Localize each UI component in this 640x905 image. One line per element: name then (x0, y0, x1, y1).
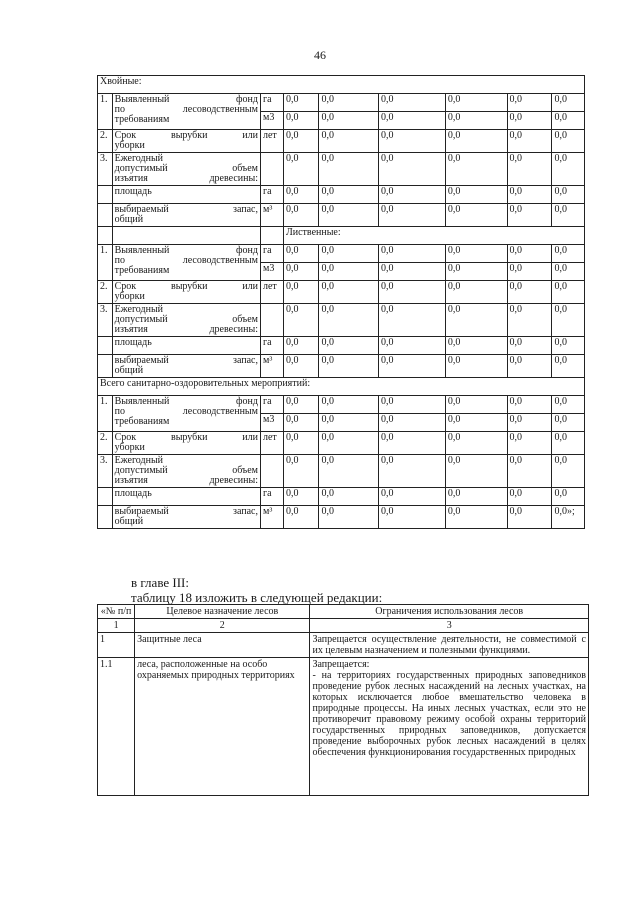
row-label (112, 94, 260, 130)
value-cell: 0,0 (445, 153, 507, 186)
row-label-line: Ежегодный (114, 153, 164, 164)
row-number: 1. (98, 94, 113, 130)
forest-purpose-table (97, 604, 589, 796)
value-cell: 0,0 (507, 281, 552, 304)
value-cell: 0,0 (319, 112, 379, 130)
value-cell: 0,0 (283, 455, 319, 488)
value-cell: 0,0 (319, 245, 379, 263)
row-label-line: по лесоводственным (114, 104, 258, 115)
row-label (112, 396, 260, 432)
value-cell: 0,0 (379, 506, 446, 529)
row-label: площадь (112, 186, 260, 204)
table-instruction-line: таблицу 18 изложить в следующей редакции: (131, 590, 383, 605)
value-cell: 0,0 (319, 337, 379, 355)
row-label: площадь (112, 488, 260, 506)
value-cell: 0,0 (507, 112, 552, 130)
table-row (98, 355, 585, 378)
section-header-row (98, 378, 585, 396)
value-cell: 0,0 (445, 112, 507, 130)
value-cell: 0,0 (507, 337, 552, 355)
row-label-line: требованиям (114, 265, 170, 276)
row-label-line: Выявленный фонд (114, 245, 258, 256)
value-cell: 0,0 (319, 130, 379, 153)
value-cell: 0,0 (445, 281, 507, 304)
empty-cell (98, 186, 113, 204)
value-cell: 0,0 (445, 432, 507, 455)
restriction-title: Запрещается: (312, 659, 370, 670)
row-label-line: общий (114, 214, 144, 225)
row-number: 3. (98, 153, 113, 186)
row-label-line: Срок вырубки или (114, 281, 258, 292)
value-cell: 0,0 (319, 263, 379, 281)
value-cell: 0,0 (283, 337, 319, 355)
value-cell: 0,0 (379, 414, 446, 432)
value-cell: 0,0 (379, 432, 446, 455)
row-label-line: по лесоводственным (114, 406, 258, 417)
row-label-line: уборки (114, 140, 145, 151)
unit-cell: м3 (260, 112, 283, 130)
value-cell: 0,0 (507, 130, 552, 153)
value-cell: 0,0 (319, 414, 379, 432)
value-cell: 0,0 (507, 488, 552, 506)
empty-cell (98, 506, 113, 529)
unit-cell: га (260, 337, 283, 355)
value-cell: 0,0 (283, 304, 319, 337)
row-label-line: по лесоводственным (114, 255, 258, 266)
unit-cell: га (260, 245, 283, 263)
row-label-line: уборки (114, 291, 145, 302)
value-cell: 0,0 (552, 488, 585, 506)
value-cell: 0,0 (445, 455, 507, 488)
section-header: Всего санитарно-оздоровительных мероприятий: (98, 378, 585, 396)
value-cell: 0,0 (445, 94, 507, 112)
empty-cell (98, 227, 113, 245)
row-label-line: уборки (114, 442, 145, 453)
row-label-line: изъятия древесины: (114, 324, 258, 335)
empty-cell (98, 337, 113, 355)
row-label (112, 153, 260, 186)
row-restriction-cell (310, 658, 589, 796)
unit-cell: га (260, 94, 283, 112)
value-cell: 0,0 (445, 488, 507, 506)
table-row (98, 130, 585, 153)
row-label-line: допустимый объем (114, 163, 258, 174)
header-number: «№ п/п (98, 605, 135, 619)
value-cell: 0,0»; (552, 506, 585, 529)
table-row (98, 633, 589, 658)
page-number: 46 (314, 48, 326, 62)
value-cell: 0,0 (552, 281, 585, 304)
value-cell: 0,0 (552, 153, 585, 186)
value-cell: 0,0 (283, 488, 319, 506)
row-number: 2. (98, 281, 113, 304)
value-cell: 0,0 (445, 186, 507, 204)
value-cell: 0,0 (507, 414, 552, 432)
table-row (98, 396, 585, 414)
value-cell: 0,0 (319, 304, 379, 337)
unit-cell: га (260, 186, 283, 204)
value-cell: 0,0 (379, 396, 446, 414)
table-row (98, 455, 585, 488)
value-cell: 0,0 (283, 355, 319, 378)
table-row (98, 153, 585, 186)
value-cell: 0,0 (283, 112, 319, 130)
value-cell: 0,0 (552, 204, 585, 227)
value-cell: 0,0 (379, 153, 446, 186)
row-restriction: Запрещается осуществление деятельности, не совместимой с их целевым назначением и полезными функциями. (310, 633, 589, 658)
unit-cell: м3 (260, 414, 283, 432)
row-number: 1. (98, 396, 113, 432)
value-cell: 0,0 (507, 94, 552, 112)
value-cell: 0,0 (552, 130, 585, 153)
row-label (112, 432, 260, 455)
value-cell: 0,0 (319, 186, 379, 204)
value-cell: 0,0 (283, 186, 319, 204)
table-row (98, 432, 585, 455)
row-number: 1. (98, 245, 113, 281)
empty-cell (98, 204, 113, 227)
value-cell: 0,0 (283, 263, 319, 281)
value-cell: 0,0 (552, 337, 585, 355)
value-cell: 0,0 (283, 94, 319, 112)
value-cell: 0,0 (507, 204, 552, 227)
table-row (98, 337, 585, 355)
value-cell: 0,0 (552, 112, 585, 130)
value-cell: 0,0 (552, 186, 585, 204)
value-cell: 0,0 (552, 94, 585, 112)
row-label (112, 204, 260, 227)
value-cell: 0,0 (379, 455, 446, 488)
unit-cell: м³ (260, 204, 283, 227)
value-cell: 0,0 (283, 281, 319, 304)
row-label-line: выбираемый запас, (114, 506, 258, 517)
value-cell: 0,0 (379, 337, 446, 355)
value-cell: 0,0 (507, 153, 552, 186)
value-cell: 0,0 (379, 281, 446, 304)
chapter-line: в главе III: (131, 575, 189, 590)
value-cell: 0,0 (507, 263, 552, 281)
unit-cell: лет (260, 432, 283, 455)
value-cell: 0,0 (552, 455, 585, 488)
value-cell: 0,0 (379, 204, 446, 227)
value-cell: 0,0 (283, 506, 319, 529)
value-cell: 0,0 (319, 355, 379, 378)
row-label-line: Ежегодный (114, 455, 164, 466)
table-row (98, 281, 585, 304)
row-label-line: требованиям (114, 114, 170, 125)
table-row (98, 488, 585, 506)
value-cell: 0,0 (379, 304, 446, 337)
row-label-line: выбираемый запас, (114, 204, 258, 215)
unit-cell: лет (260, 281, 283, 304)
row-label-line: общий (114, 365, 144, 376)
unit-cell: га (260, 396, 283, 414)
unit-cell: м3 (260, 263, 283, 281)
row-label-line: Срок вырубки или (114, 432, 258, 443)
value-cell: 0,0 (445, 337, 507, 355)
restriction-text: - на территориях государственных природных заповедников проведение рубок лесных насаждений на лесных участках, на которых исключается любое вмешательство человека в природные процессы. На иных лесных участках, если это не противоречит правовому режиму особой охраны территорий государственных природных заповедников, допускается проведение выборочных рубок лесных насаждений в целях обеспечения функционирования государственных природных (312, 670, 586, 758)
unit-cell: м³ (260, 506, 283, 529)
row-label-line: Срок вырубки или (114, 130, 258, 141)
row-purpose: леса, расположенные на особо охраняемых природных территориях (135, 658, 310, 796)
value-cell: 0,0 (319, 455, 379, 488)
value-cell: 0,0 (507, 432, 552, 455)
value-cell: 0,0 (445, 130, 507, 153)
row-label-line: изъятия древесины: (114, 173, 258, 184)
row-label (112, 455, 260, 488)
value-cell: 0,0 (379, 186, 446, 204)
table-row (98, 304, 585, 337)
table-row (98, 245, 585, 263)
value-cell: 0,0 (283, 153, 319, 186)
value-cell: 0,0 (319, 204, 379, 227)
row-label (112, 245, 260, 281)
value-cell: 0,0 (507, 245, 552, 263)
colnum-1: 1 (98, 619, 135, 633)
row-label-line: Выявленный фонд (114, 396, 258, 407)
value-cell: 0,0 (283, 432, 319, 455)
row-number: 2. (98, 130, 113, 153)
section-header: Хвойные: (98, 76, 585, 94)
row-label: площадь (112, 337, 260, 355)
row-label-line: допустимый объем (114, 314, 258, 325)
section-header-row (98, 227, 585, 245)
unit-cell: м³ (260, 355, 283, 378)
colnum-2: 2 (135, 619, 310, 633)
table-row (98, 94, 585, 112)
colnum-3: 3 (310, 619, 589, 633)
value-cell: 0,0 (445, 396, 507, 414)
value-cell: 0,0 (319, 396, 379, 414)
row-label-line: выбираемый запас, (114, 355, 258, 366)
section-header: Лиственные: (283, 227, 584, 245)
value-cell: 0,0 (507, 355, 552, 378)
value-cell: 0,0 (552, 245, 585, 263)
row-label-line: Ежегодный (114, 304, 164, 315)
value-cell: 0,0 (379, 355, 446, 378)
row-label-line: изъятия древесины: (114, 475, 258, 486)
value-cell: 0,0 (445, 245, 507, 263)
value-cell: 0,0 (507, 396, 552, 414)
value-cell: 0,0 (507, 455, 552, 488)
value-cell: 0,0 (445, 304, 507, 337)
value-cell: 0,0 (319, 281, 379, 304)
table-row (98, 186, 585, 204)
empty-cell (260, 227, 283, 245)
row-label (112, 130, 260, 153)
value-cell: 0,0 (319, 432, 379, 455)
value-cell: 0,0 (552, 396, 585, 414)
value-cell: 0,0 (379, 130, 446, 153)
empty-cell (112, 227, 260, 245)
header-restrictions: Ограничения использования лесов (310, 605, 589, 619)
unit-cell (260, 304, 283, 337)
value-cell: 0,0 (319, 153, 379, 186)
empty-cell (98, 355, 113, 378)
row-label-line: требованиям (114, 416, 170, 427)
value-cell: 0,0 (445, 355, 507, 378)
table-row (98, 658, 589, 796)
unit-cell: лет (260, 130, 283, 153)
section-header-row (98, 76, 585, 94)
value-cell: 0,0 (445, 506, 507, 529)
value-cell: 0,0 (552, 432, 585, 455)
row-number: 3. (98, 455, 113, 488)
unit-cell (260, 455, 283, 488)
unit-cell (260, 153, 283, 186)
table-row (98, 204, 585, 227)
value-cell: 0,0 (379, 263, 446, 281)
value-cell: 0,0 (283, 414, 319, 432)
table-header-row (98, 605, 589, 619)
value-cell: 0,0 (552, 414, 585, 432)
row-number: 3. (98, 304, 113, 337)
row-label (112, 281, 260, 304)
value-cell: 0,0 (283, 130, 319, 153)
value-cell: 0,0 (379, 488, 446, 506)
header-purpose: Целевое назначение лесов (135, 605, 310, 619)
row-purpose: Защитные леса (135, 633, 310, 658)
unit-cell: га (260, 488, 283, 506)
value-cell: 0,0 (283, 204, 319, 227)
value-cell: 0,0 (507, 304, 552, 337)
value-cell: 0,0 (319, 94, 379, 112)
row-label (112, 506, 260, 529)
row-label-line: допустимый объем (114, 465, 258, 476)
value-cell: 0,0 (445, 414, 507, 432)
value-cell: 0,0 (379, 94, 446, 112)
value-cell: 0,0 (552, 304, 585, 337)
table-row (98, 506, 585, 529)
row-label-line: общий (114, 516, 144, 527)
sanitary-measures-table (97, 75, 585, 529)
row-number: 1.1 (98, 658, 135, 796)
row-label (112, 355, 260, 378)
value-cell: 0,0 (552, 263, 585, 281)
value-cell: 0,0 (283, 245, 319, 263)
value-cell: 0,0 (283, 396, 319, 414)
value-cell: 0,0 (379, 245, 446, 263)
row-label (112, 304, 260, 337)
value-cell: 0,0 (319, 488, 379, 506)
value-cell: 0,0 (552, 355, 585, 378)
value-cell: 0,0 (507, 506, 552, 529)
value-cell: 0,0 (379, 112, 446, 130)
value-cell: 0,0 (445, 204, 507, 227)
row-label-line: Выявленный фонд (114, 94, 258, 105)
table-colnum-row (98, 619, 589, 633)
value-cell: 0,0 (445, 263, 507, 281)
value-cell: 0,0 (319, 506, 379, 529)
row-number: 1 (98, 633, 135, 658)
empty-cell (98, 488, 113, 506)
row-number: 2. (98, 432, 113, 455)
value-cell: 0,0 (507, 186, 552, 204)
